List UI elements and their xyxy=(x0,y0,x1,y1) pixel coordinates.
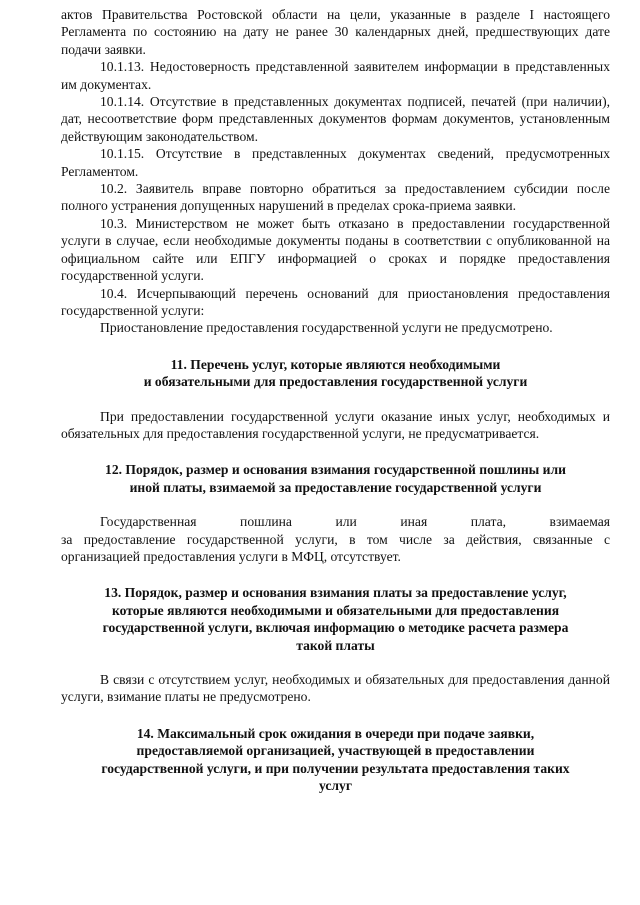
paragraph-10-1-14: 10.1.14. Отсутствие в представленных документах подписей, печатей (при наличии), дат, несоответствие форм представленных документов формам документов, установленным действующим законодательством. xyxy=(61,94,610,144)
paragraph-10-1-13: 10.1.13. Недостоверность представленной заявителем информации в представленных им документах. xyxy=(61,59,610,92)
section-12-body-rest: за предоставление государственной услуги, в том числе за действия, связанные с организацией предоставления услуги в МФЦ, отсутствует. xyxy=(61,531,610,564)
section-13-heading-line: которые являются необходимыми и обязательными для предоставления xyxy=(111,602,560,618)
section-13-heading-line: государственной услуги, включая информацию о методике расчета размера xyxy=(102,620,569,636)
section-13-heading-line: 13. Порядок, размер и основания взимания платы за предоставление услуг, xyxy=(104,585,567,601)
spacer xyxy=(61,391,610,408)
section-13-body: В связи с отсутствием услуг, необходимых и обязательных для предоставления данной услуги, взимание платы не предусмотрено. xyxy=(61,672,610,705)
spacer xyxy=(61,337,610,356)
section-14-heading xyxy=(61,725,610,795)
paragraph-10-1-15: 10.1.15. Отсутствие в представленных документах сведений, предусмотренных Регламентом. xyxy=(61,146,610,179)
section-12-body xyxy=(61,513,610,565)
section-11-heading-line: 11. Перечень услуг, которые являются необходимыми xyxy=(170,356,501,372)
section-12-heading-line: иной платы, взимаемой за предоставление государственной услуги xyxy=(129,479,542,495)
paragraph-10-4: 10.4. Исчерпывающий перечень оснований для приостановления предоставления государственной услуги: xyxy=(61,285,610,318)
section-14-heading-line: государственной услуги, и при получении результата предоставления таких xyxy=(101,760,570,776)
paragraph-suspension: Приостановление предоставления государственной услуги не предусмотрено. xyxy=(100,320,553,336)
section-11-heading xyxy=(61,356,610,391)
section-14-heading-line: предоставляемой организацией, участвующей в предоставлении xyxy=(136,743,535,759)
section-13-heading-line: такой платы xyxy=(296,637,375,653)
section-11-heading-line: и обязательными для предоставления государственной услуги xyxy=(143,374,528,390)
section-13-heading xyxy=(61,584,610,654)
section-12-body-line: Государственная пошлина или иная плата, взимаемая xyxy=(100,514,610,530)
section-11-body: При предоставлении государственной услуги оказание иных услуг, необходимых и обязательных для предоставления государственной услуги, не предусматривается. xyxy=(61,408,610,441)
spacer xyxy=(61,442,610,461)
spacer xyxy=(61,565,610,584)
spacer xyxy=(61,706,610,725)
document-page xyxy=(61,6,610,794)
spacer xyxy=(61,654,610,671)
section-14-heading-line: 14. Максимальный срок ожидания в очереди при подаче заявки, xyxy=(136,725,535,741)
section-14-heading-line: услуг xyxy=(318,778,352,794)
section-12-heading xyxy=(61,461,610,496)
section-12-heading-line: 12. Порядок, размер и основания взимания государственной пошлины или xyxy=(105,462,566,478)
paragraph-acts: актов Правительства Ростовской области на цели, указанные в разделе I настоящего Регламента по состоянию на дату не ранее 30 календарных дней, предшествующих дате подачи заявки. xyxy=(61,7,610,57)
paragraph-10-2: 10.2. Заявитель вправе повторно обратиться за предоставлением субсидии после полного устранения допущенных нарушений в пределах срока-приема заявки. xyxy=(61,181,610,214)
spacer xyxy=(61,496,610,513)
paragraph-10-3: 10.3. Министерством не может быть отказано в предоставлении государственной услуги в случае, если необходимые документы поданы в соответствии с опубликованной на официальном сайте или ЕПГУ информацией о сроках и порядке предоставления государственной услуги. xyxy=(61,215,610,284)
